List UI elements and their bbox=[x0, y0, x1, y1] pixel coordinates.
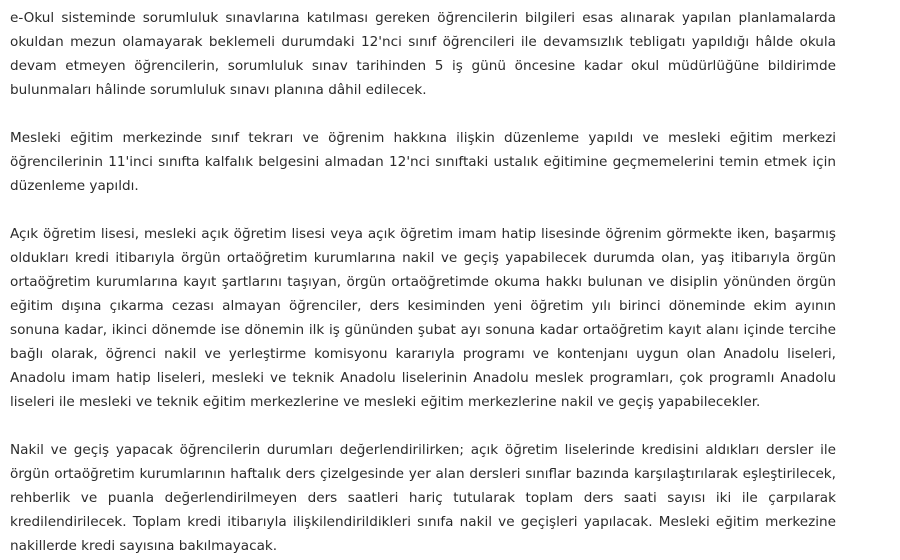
article-body bbox=[10, 6, 836, 558]
paragraph-kredi-degerlendirme: Nakil ve geçiş yapacak öğrencilerin durumları değerlendirilirken; açık öğretim liselerinde kredisini aldıkları dersler ile örgün ortaöğretim kurumlarının haftalık ders çizelgesinde yer alan dersleri sınıflar bazında karşılaştırılarak eşleştirilecek, rehberlik ve puanla değerlendirilmeyen ders saatleri hariç tutularak toplam ders saati sayısı iki ile çarpılarak kredilendirilecek. Toplam kredi itibarıyla ilişkilendirildikleri sınıfa nakil ve geçişleri yapılacak. Mesleki eğitim merkezine nakillerde kredi sayısına bakılmayacak. bbox=[10, 442, 836, 554]
paragraph-sorumluluk-sinavi: e-Okul sisteminde sorumluluk sınavlarına katılması gereken öğrencilerin bilgileri esas alınarak yapılan planlamalarda okuldan mezun olamayarak beklemeli durumdaki 12'nci sınıf öğrencileri ile devamsızlık tebligatı yapıldığı hâlde okula devam etmeyen öğrencilerin, sorumluluk sınav tarihinden 5 iş günü öncesine kadar okul müdürlüğüne bildirimde bulunmaları hâlinde sorumluluk sınavı planına dâhil edilecek. bbox=[10, 10, 836, 98]
paragraph-mesleki-egitim-merkezi: Mesleki eğitim merkezinde sınıf tekrarı ve öğrenim hakkına ilişkin düzenleme yapıldı ve mesleki eğitim merkezi öğrencilerinin 11'inci sınıfta kalfalık belgesini almadan 12'nci sınıftaki ustalık eğitimine geçmemelerini temin etmek için düzenleme yapıldı. bbox=[10, 130, 836, 194]
paragraph-acik-ogretim-nakil: Açık öğretim lisesi, mesleki açık öğretim lisesi veya açık öğretim imam hatip lisesinde öğrenim görmekte iken, başarmış oldukları kredi itibarıyla örgün ortaöğretim kurumlarına nakil ve geçiş yapabilecek durumda olan, yaş itibarıyla örgün ortaöğretim kurumlarına kayıt şartlarını taşıyan, örgün ortaöğretimde okuma hakkı bulunan ve disiplin yönünden örgün eğitim dışına çıkarma cezası almayan öğrenciler, ders kesiminden yeni öğretim yılı birinci döneminde ekim ayının sonuna kadar, ikinci dönemde ise dönemin ilk iş gününden şubat ayı sonuna kadar ortaöğretim kayıt alanı içinde tercihe bağlı olarak, öğrenci nakil ve yerleştirme komisyonu kararıyla programı ve kontenjanı uygun olan Anadolu liseleri, Anadolu imam hatip liseleri, mesleki ve teknik Anadolu liselerinin Anadolu meslek programları, çok programlı Anadolu liseleri ile mesleki ve teknik eğitim merkezlerine ve mesleki eğitim merkezlerine nakil ve geçiş yapabilecekler. bbox=[10, 226, 836, 410]
